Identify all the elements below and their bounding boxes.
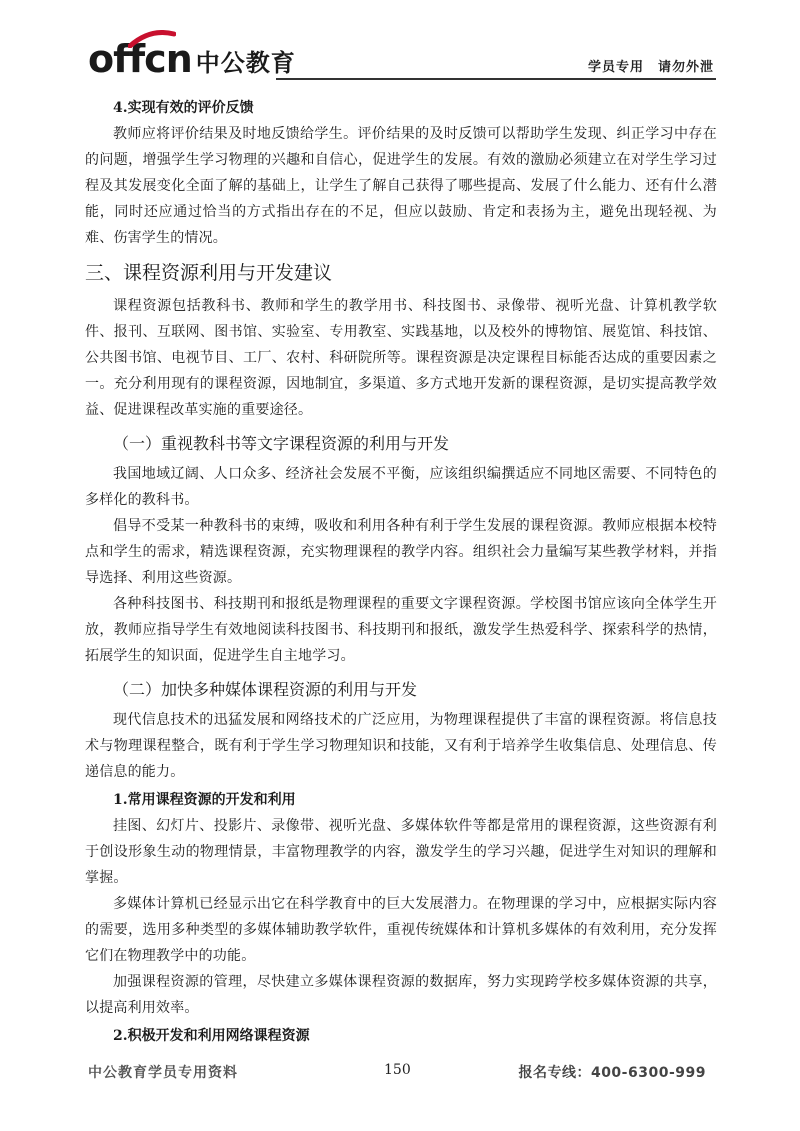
section-heading-resources: 三、课程资源利用与开发建议 [85, 262, 333, 284]
paragraph: 挂图、幻灯片、投影片、录像带、视听光盘、多媒体软件等都是常用的课程资源，这些资源有利于创设形象生动的物理情景，丰富物理教学的内容，激发学生的学习兴趣，促进学生对知识的理解和掌握。 [85, 818, 717, 886]
page-number: 150 [384, 1062, 411, 1078]
paragraph: 我国地域辽阔、人口众多、经济社会发展不平衡，应该组织编撰适应不同地区需要、不同特色的多样化的教科书。 [85, 466, 717, 508]
paragraph: 倡导不受某一种教科书的束缚，吸收和利用各种有利于学生发展的课程资源。教师应根据本校特点和学生的需求，精选课程资源，充实物理课程的教学内容。组织社会力量编写某些教学材料，并指导选择、利用这些资源。 [85, 518, 717, 586]
page-header [0, 0, 800, 90]
paragraph: 课程资源包括教科书、教师和学生的教学用书、科技图书、录像带、视听光盘、计算机教学软件、报刊、互联网、图书馆、实验室、专用教室、实践基地，以及校外的博物馆、展览馆、科技馆、公共图书馆、电视节目、工厂、农村、科研院所等。课程资源是决定课程目标能否达成的重要因素之一。充分利用现有的课程资源，因地制宜，多渠道、多方式地开发新的课程资源，是切实提高教学效益、促进课程改革实施的重要途径。 [85, 298, 717, 418]
logo-chinese-name: 中公教育 [195, 49, 296, 77]
logo-swoosh-icon [128, 30, 176, 48]
page-content [85, 93, 717, 1049]
header-divider [276, 78, 716, 80]
paragraph: 多媒体计算机已经显示出它在科学教育中的巨大发展潜力。在物理课的学习中，应根据实际内容的需要，选用多种类型的多媒体辅助教学软件，重视传统媒体和计算机多媒体的有效利用，充分发挥它们在物理教学中的功能。 [85, 896, 717, 964]
paragraph: 各种科技图书、科技期刊和报纸是物理课程的重要文字课程资源。学校图书馆应该向全体学生开放，教师应指导学生有效地阅读科技图书、科技期刊和报纸，激发学生热爱科学、探索科学的热情，拓展学生的知识面，促进学生自主地学习。 [85, 596, 717, 664]
header-notice [574, 56, 714, 75]
subsection-heading-textbooks: （一）重视教科书等文字课程资源的利用与开发 [113, 434, 450, 453]
subsection-heading-multimedia: （二）加快多种媒体课程资源的利用与开发 [113, 680, 418, 699]
header-tag-students-only: 学员专用 [587, 60, 644, 75]
paragraph: 现代信息技术的迅猛发展和网络技术的广泛应用，为物理课程提供了丰富的课程资源。将信息技术与物理课程整合，既有利于学生学习物理知识和技能，又有利于培养学生收集信息、处理信息、传递信息的能力。 [85, 712, 717, 780]
logo-wordmark: offcn [88, 37, 192, 81]
heading-effective-feedback: 4.实现有效的评价反馈 [113, 100, 254, 116]
heading-network-resources: 2.积极开发和利用网络课程资源 [113, 1028, 310, 1044]
page-footer [0, 1062, 800, 1092]
footer-hotline: 报名专线：400-6300-999 [518, 1065, 706, 1081]
footer-label: 中公教育学员专用资料 [88, 1065, 238, 1081]
paragraph: 教师应将评价结果及时地反馈给学生。评价结果的及时反馈可以帮助学生发现、纠正学习中存在的问题，增强学生学习物理的兴趣和自信心，促进学生的发展。有效的激励必须建立在对学生学习过程及其发展变化全面了解的基础上，让学生了解自己获得了哪些提高、发展了什么能力、还有什么潜能，同时还应通过恰当的方式指出存在的不足，但应以鼓励、肯定和表扬为主，避免出现轻视、为难、伤害学生的情况。 [85, 126, 717, 246]
paragraph: 加强课程资源的管理，尽快建立多媒体课程资源的数据库，努力实现跨学校多媒体资源的共享，以提高利用效率。 [85, 974, 717, 1016]
heading-common-resources: 1.常用课程资源的开发和利用 [113, 792, 296, 808]
header-tag-confidential: 请勿外泄 [657, 60, 714, 75]
offcn-logo [88, 37, 296, 81]
